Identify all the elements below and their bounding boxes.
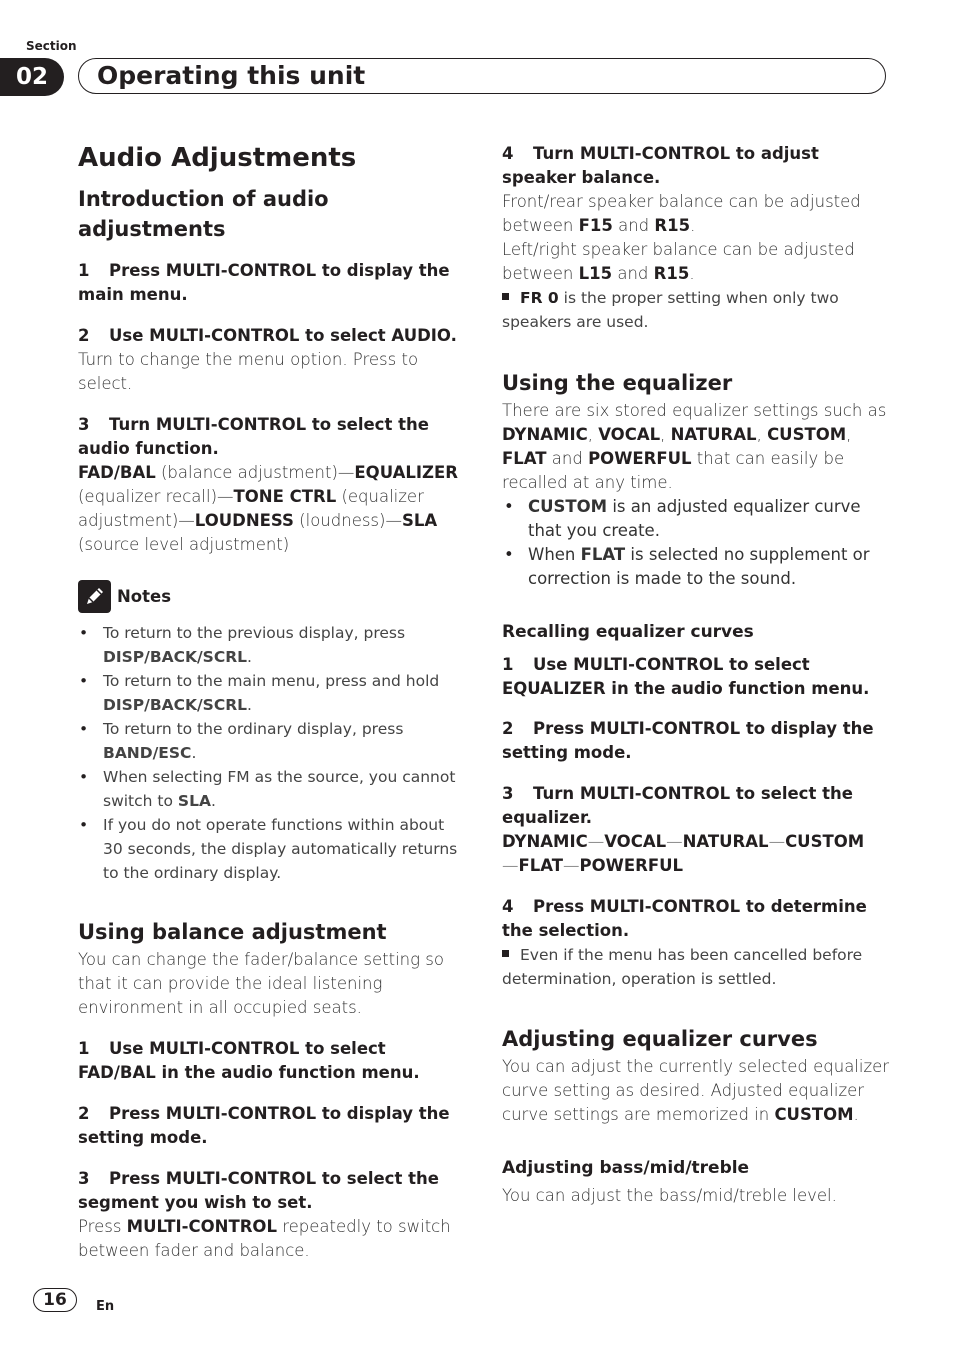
left-column [78,140,468,1263]
step-number: 3 [78,415,90,434]
step-number: 2 [78,326,90,345]
step-text: Press MULTI-CONTROL to display the main menu. [78,261,450,304]
note-item: • When selecting FM as the source, you cannot switch to SLA. [78,765,468,813]
step-number: 3 [78,1169,90,1188]
notes-header [78,579,468,613]
eq-label: EQUALIZER [354,463,458,482]
balance-step-3-body: Press MULTI-CONTROL repeatedly to switch between fader and balance. [78,1217,451,1260]
square-bullet-icon [502,950,509,957]
intro-step-2 [78,324,468,348]
eq-body: There are six stored equalizer settings such as DYNAMIC, VOCAL, NATURAL, CUSTOM, FLAT and POWERFUL that can easily be recalled at any time. [502,401,887,492]
main-title: Audio Adjustments [78,143,357,173]
eq-desc: (equalizer recall)— [78,487,234,506]
recall-step-4: 4 Press MULTI-CONTROL to determine the selection. [502,897,867,940]
balance-step-2 [78,1102,468,1150]
intro-step-3 [78,413,468,461]
step-text: Turn MULTI-CONTROL to select the audio function. [78,415,429,458]
tone-label: TONE CTRL [233,487,337,506]
recall-step-3: 3 Turn MULTI-CONTROL to select the equalizer. [502,784,853,827]
step-number: 1 [78,261,90,280]
intro-step-1 [78,259,468,307]
sla-label: SLA [401,511,438,530]
eq-heading: Using the equalizer [502,371,733,395]
fad-label: FAD/BAL [78,463,156,482]
speaker-note: FR 0 is the proper setting when only two speakers are used. [502,289,839,331]
fad-desc: (balance adjustment)— [155,463,355,482]
square-bullet-icon [502,293,509,300]
section-label: Section [26,39,77,53]
bass-heading: Adjusting bass/mid/treble [502,1158,750,1178]
adjust-heading: Adjusting equalizer curves [502,1027,818,1051]
page-title: Operating this unit [97,61,366,90]
adjust-body: You can adjust the currently selected equalizer curve setting as desired. Adjusted equalizer curve settings are memorized in CUSTOM. [502,1057,890,1124]
note-item: • To return to the main menu, press and hold DISP/BACK/SCRL. [78,669,468,717]
speaker-step-4 [502,142,894,190]
pencil-icon [78,580,111,613]
step-text: Press MULTI-CONTROL to display the setting mode. [78,1104,450,1147]
language-label: En [96,1299,115,1314]
tone-desc: (equalizer adjustment)— [78,487,424,530]
speaker-body-front-rear: Front/rear speaker balance can be adjusted between F15 and R15. [502,192,861,235]
note-item: • To return to the previous display, press DISP/BACK/SCRL. [78,621,468,669]
step-text: Press MULTI-CONTROL to select the segment you wish to set. [78,1169,439,1212]
step-number: 4 [502,144,514,163]
speaker-body-left-right: Left/right speaker balance can be adjusted between L15 and R15. [502,240,855,283]
recall-heading: Recalling equalizer curves [502,622,754,642]
eq-bullets [502,495,894,591]
intro-step-3-body [78,461,468,557]
sla-desc: (source level adjustment) [78,535,290,554]
step-text: Use MULTI-CONTROL to select FAD/BAL in the audio function menu. [78,1039,420,1082]
balance-body: You can change the fader/balance setting so that it can provide the ideal listening environment in all occupied seats. [78,950,444,1017]
step-text: Use MULTI-CONTROL to select AUDIO. [109,326,457,345]
page-number: 16 [33,1288,77,1312]
step-text: Turn MULTI-CONTROL to adjust speaker balance. [502,144,819,187]
bullet-item: • CUSTOM is an adjusted equalizer curve that you create. [502,495,894,543]
recall-step-2: 2 Press MULTI-CONTROL to display the setting mode. [502,719,874,762]
notes-title: Notes [117,586,172,606]
note-item: • If you do not operate functions within about 30 seconds, the display automatically returns to the ordinary display. [78,813,468,885]
recall-sequence: DYNAMIC—VOCAL—NATURAL—CUSTOM —FLAT—POWERFUL [502,832,865,875]
notes-list [78,621,468,885]
recall-note: Even if the menu has been cancelled before determination, operation is settled. [502,946,863,988]
balance-step-3 [78,1167,468,1215]
balance-heading: Using balance adjustment [78,920,387,944]
step-number: 1 [78,1039,90,1058]
balance-step-1 [78,1037,468,1085]
step-number: 2 [78,1104,90,1123]
right-column [502,142,894,1208]
note-item: • To return to the ordinary display, press BAND/ESC. [78,717,468,765]
intro-heading: Introduction of audio adjustments [78,187,329,241]
intro-step-2-body: Turn to change the menu option. Press to select. [78,350,419,393]
bullet-item: • When FLAT is selected no supplement or correction is made to the sound. [502,543,894,591]
recall-step-1: 1 Use MULTI-CONTROL to select EQUALIZER in the audio function menu. [502,655,870,698]
bass-body: You can adjust the bass/mid/treble level. [502,1186,837,1205]
section-number-badge: 02 [0,58,64,96]
loudness-desc: (loudness)— [293,511,402,530]
loudness-label: LOUDNESS [194,511,294,530]
